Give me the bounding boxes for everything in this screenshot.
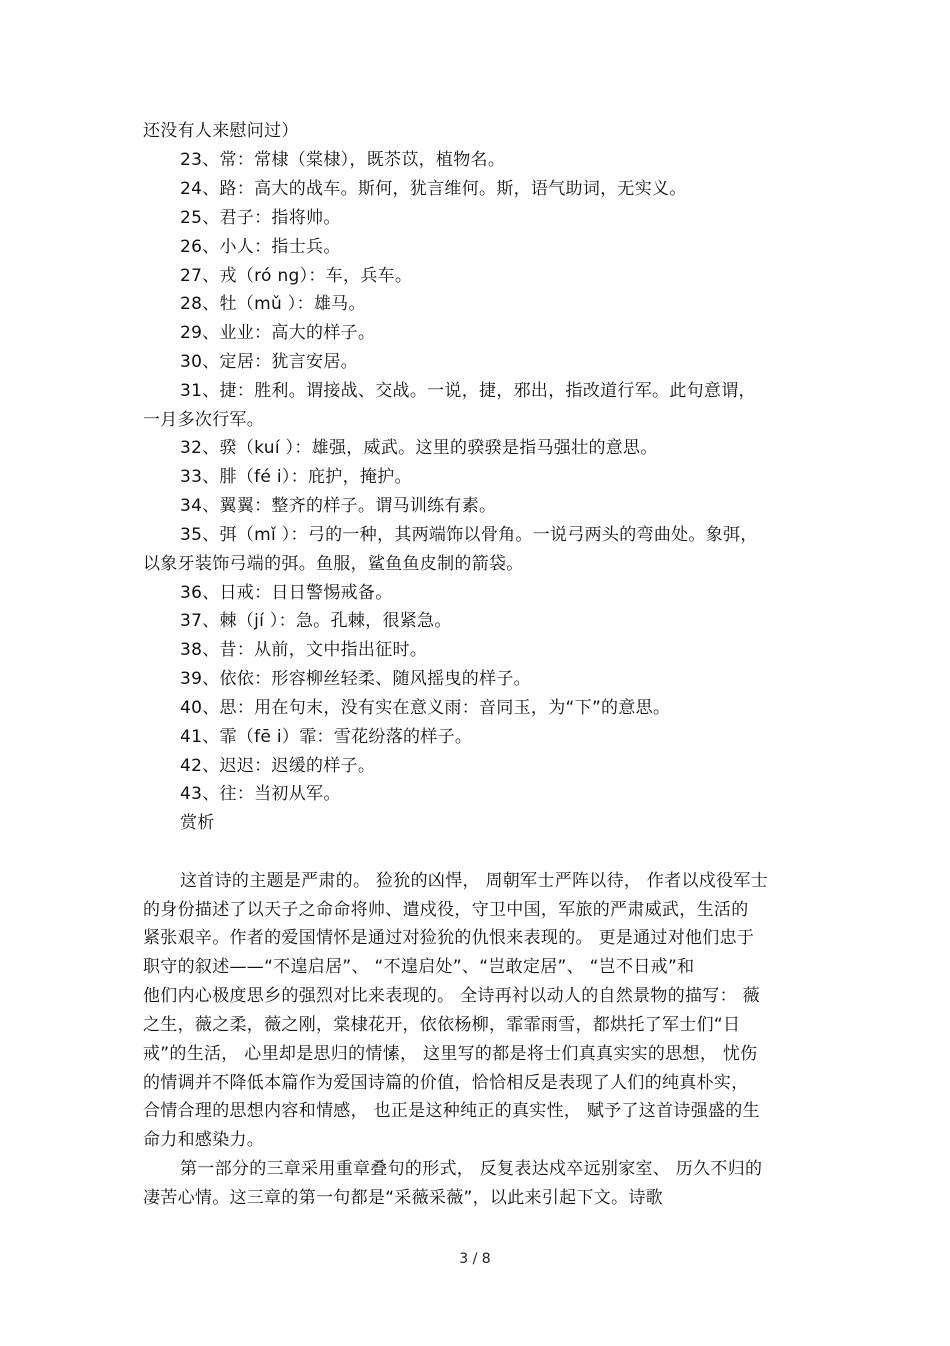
- paragraph-line: 他们内心极度思乡的强烈对比来表现的。 全诗再衬以动人的自然景物的描写： 薇: [143, 986, 760, 1006]
- paragraph-line: 凄苦心情。这三章的第一句都是“采薇采薇”，以此来引起下文。诗歌: [143, 1188, 663, 1208]
- paragraph-line: 合情合理的思想内容和情感， 也正是这种纯正的真实性， 赋予了这首诗强盛的生: [143, 1101, 760, 1121]
- annotation-25: 25、君子：指将帅。: [180, 208, 341, 228]
- text-line: 以象牙装饰弓端的弭。鱼服，鲨鱼鱼皮制的箭袋。: [143, 554, 524, 574]
- annotation-40: 40、思：用在句末，没有实在意义雨：音同玉，为“下”的意思。: [180, 698, 671, 718]
- paragraph-line: 的情调并不降低本篇作为爱国诗篇的价值，恰恰相反是表现了人们的纯真朴实，: [143, 1073, 749, 1093]
- annotation-36: 36、日戒：日日警惕戒备。: [180, 583, 393, 603]
- annotation-29: 29、业业：高大的样子。: [180, 323, 376, 343]
- annotation-28: 28、牡（mǔ ）：雄马。: [180, 294, 366, 314]
- paragraph-line: 命力和感染力。: [143, 1130, 265, 1150]
- paragraph-line: 之生，薇之柔，薇之刚，棠棣花开，依依杨柳，霏霏雨雪，都烘托了军士们“日: [143, 1015, 741, 1035]
- paragraph-line: 这首诗的主题是严肃的。 猃狁的凶悍， 周朝军士严阵以待， 作者以戍役军士: [180, 871, 769, 891]
- annotation-38: 38、昔：从前，文中指出征时。: [180, 640, 428, 660]
- annotation-34: 34、翼翼：整齐的样子。谓马训练有素。: [180, 496, 497, 516]
- annotation-26: 26、小人：指士兵。: [180, 237, 341, 257]
- text-line: 一月多次行军。: [143, 410, 265, 430]
- annotation-43: 43、往：当初从军。: [180, 784, 341, 804]
- annotation-27: 27、戎（ró ng）：车，兵车。: [180, 266, 413, 286]
- annotation-41: 41、霏（fē i）霏：雪花纷落的样子。: [180, 727, 473, 747]
- annotation-39: 39、依依：形容柳丝轻柔、随风摇曳的样子。: [180, 669, 531, 689]
- annotation-23: 23、常：常棣（棠棣），既苶苡，植物名。: [180, 150, 506, 170]
- paragraph-line: 的身份描述了以天子之命命将帅、遣戍役，守卫中国，军旅的严肃威武，生活的: [143, 900, 749, 920]
- annotation-37: 37、棘（jí ）：急。孔棘，很紧急。: [180, 611, 452, 631]
- annotation-31: 31、捷：胜利。谓接战、交战。一说，捷，邪出，指改道行军。此句意谓，: [180, 381, 756, 401]
- paragraph-line: 戒”的生活， 心里却是思归的情愫， 这里写的都是将士们真真实实的思想， 忧伤: [143, 1044, 758, 1064]
- annotation-24: 24、路：高大的战车。斯何，犹言维何。斯，语气助词，无实义。: [180, 179, 687, 199]
- annotation-33: 33、腓（fé i）：庇护，掩护。: [180, 467, 412, 487]
- page-number: 3 / 8: [459, 1251, 491, 1267]
- section-heading: 赏析: [180, 813, 215, 833]
- annotation-42: 42、迟迟：迟缓的样子。: [180, 756, 376, 776]
- paragraph-line: 紧张艰辛。作者的爱国情怀是通过对猃狁的仇恨来表现的。 更是通过对他们忠于: [143, 928, 755, 948]
- annotation-35: 35、弭（mǐ ）：弓的一种，其两端饰以骨角。一说弓两头的弯曲处。象弭，: [180, 525, 758, 545]
- text-line: 还没有人来慰问过）: [143, 121, 299, 141]
- annotation-30: 30、定居：犹言安居。: [180, 352, 358, 372]
- paragraph-line: 第一部分的三章采用重章叠句的形式， 反复表达戍卒远别家室、 历久不归的: [180, 1159, 763, 1179]
- paragraph-line: 职守的叙述——“不遑启居”、 “不遑启处”、“岂敢定居”、 “岂不日戒”和: [143, 957, 695, 977]
- annotation-32: 32、骙（kuí ）：雄强，威武。这里的骙骙是指马强壮的意思。: [180, 438, 658, 458]
